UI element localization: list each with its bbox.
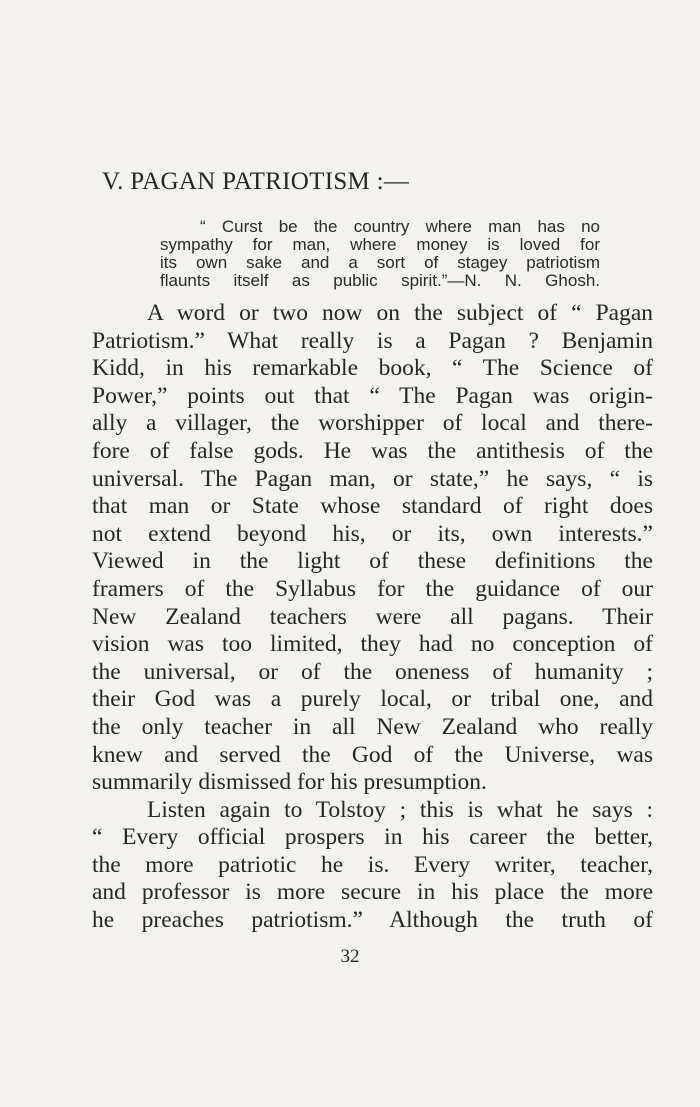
paragraph-line: A word or two now on the subject of “ Pagan: [147, 300, 653, 326]
paragraph-line: the universal, or of the oneness of humanity ;: [92, 658, 653, 685]
paragraph-line: Kidd, in his remarkable book, “ The Science of: [92, 355, 653, 382]
paragraph-line: Power,” points out that “ The Pagan was origin-: [92, 382, 653, 409]
paragraph-line: and professor is more secure in his place the more: [92, 879, 653, 906]
epigraph-line: its own sake and a sort of stagey patriotism: [160, 253, 600, 272]
paragraph-line: the only teacher in all New Zealand who really: [92, 713, 653, 740]
paragraph-line: universal. The Pagan man, or state,” he says, “ is: [92, 465, 653, 492]
paragraph-line: not extend beyond his, or its, own interests.”: [92, 520, 653, 547]
page-number: 32: [340, 946, 360, 967]
epigraph-quote: [160, 218, 600, 290]
epigraph-line: flaunts itself as public spirit.”—N. N. Ghosh.: [160, 271, 600, 290]
paragraph-line: the more patriotic he is. Every writer, teacher,: [92, 851, 653, 878]
paragraph-line: knew and served the God of the Universe, was: [92, 741, 653, 768]
paragraph-line: Listen again to Tolstoy ; this is what he says :: [147, 796, 653, 823]
paragraph-line: framers of the Syllabus for the guidance of our: [92, 575, 653, 602]
paragraph-line: “ Every official prospers in his career the better,: [92, 824, 653, 851]
paragraph-line: that man or State whose standard of right does: [92, 493, 653, 520]
paragraph-line: vision was too limited, they had no conception of: [92, 631, 653, 658]
epigraph-line: “ Curst be the country where man has no: [200, 217, 600, 236]
paragraph-line: he preaches patriotism.” Although the truth of: [92, 907, 653, 934]
paragraph-line: summarily dismissed for his presumption.: [92, 769, 487, 796]
section-heading: V. PAGAN PATRIOTISM :—: [102, 168, 410, 195]
paragraph-line: New Zealand teachers were all pagans. Their: [92, 603, 653, 630]
paragraph-line: ally a villager, the worshipper of local and there-: [92, 410, 653, 437]
paragraph-line: fore of false gods. He was the antithesis of the: [92, 437, 653, 464]
body-text: [92, 300, 653, 935]
paragraph-line: Patriotism.” What really is a Pagan ? Benjamin: [92, 327, 653, 354]
paragraph-line: their God was a purely local, or tribal one, and: [92, 686, 653, 713]
paragraph-line: Viewed in the light of these definitions the: [92, 548, 653, 575]
epigraph-line: sympathy for man, where money is loved for: [160, 235, 600, 254]
